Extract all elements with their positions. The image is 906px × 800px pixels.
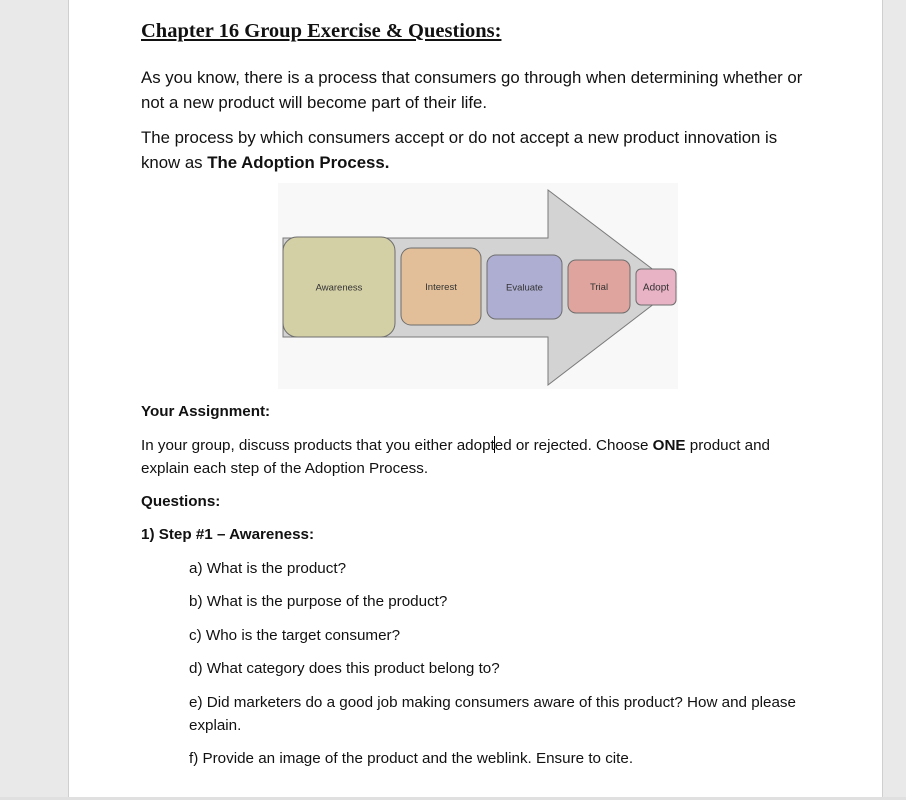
step-1-heading: 1) Step #1 – Awareness: bbox=[141, 526, 315, 543]
assignment-text-1: In your group, discuss products that you either adopt bbox=[141, 437, 495, 454]
assignment-body bbox=[141, 434, 811, 480]
question-e: e) Did marketers do a good job making consumers aware of this product? How and please explain. bbox=[189, 694, 796, 734]
stage-label-evaluate: Evaluate bbox=[506, 282, 543, 294]
adoption-process-svg bbox=[278, 183, 678, 389]
question-b: b) What is the purpose of the product? bbox=[189, 593, 448, 610]
adoption-process-diagram bbox=[278, 183, 678, 389]
document-page bbox=[68, 0, 883, 800]
stage-label-awareness: Awareness bbox=[315, 282, 363, 294]
adoption-process-term: The Adoption Process. bbox=[207, 153, 390, 172]
assignment-text-3: product and explain each step of the Adoption Process. bbox=[141, 437, 770, 477]
stage-label-adopt: Adopt bbox=[642, 282, 670, 294]
process-text: The process by which consumers accept or do not accept a new product innovation is know as bbox=[141, 128, 778, 172]
assignment-emphasis: ONE bbox=[652, 437, 686, 454]
assignment-heading: Your Assignment: bbox=[141, 403, 271, 420]
assignment-text-2: ed or rejected. Choose bbox=[494, 437, 653, 454]
question-c: c) Who is the target consumer? bbox=[189, 627, 401, 644]
intro-paragraph: As you know, there is a process that consumers go through when determining whether or not a new product will become part of their life. bbox=[141, 68, 803, 112]
question-a: a) What is the product? bbox=[189, 560, 347, 577]
question-f: f) Provide an image of the product and the weblink. Ensure to cite. bbox=[189, 750, 634, 767]
chapter-title: Chapter 16 Group Exercise & Questions: bbox=[141, 20, 502, 42]
stage-label-trial: Trial bbox=[589, 282, 609, 293]
questions-heading: Questions: bbox=[141, 493, 221, 510]
stage-label-interest: Interest bbox=[425, 282, 457, 293]
process-paragraph bbox=[141, 125, 811, 175]
question-d: d) What category does this product belong to? bbox=[189, 660, 500, 677]
